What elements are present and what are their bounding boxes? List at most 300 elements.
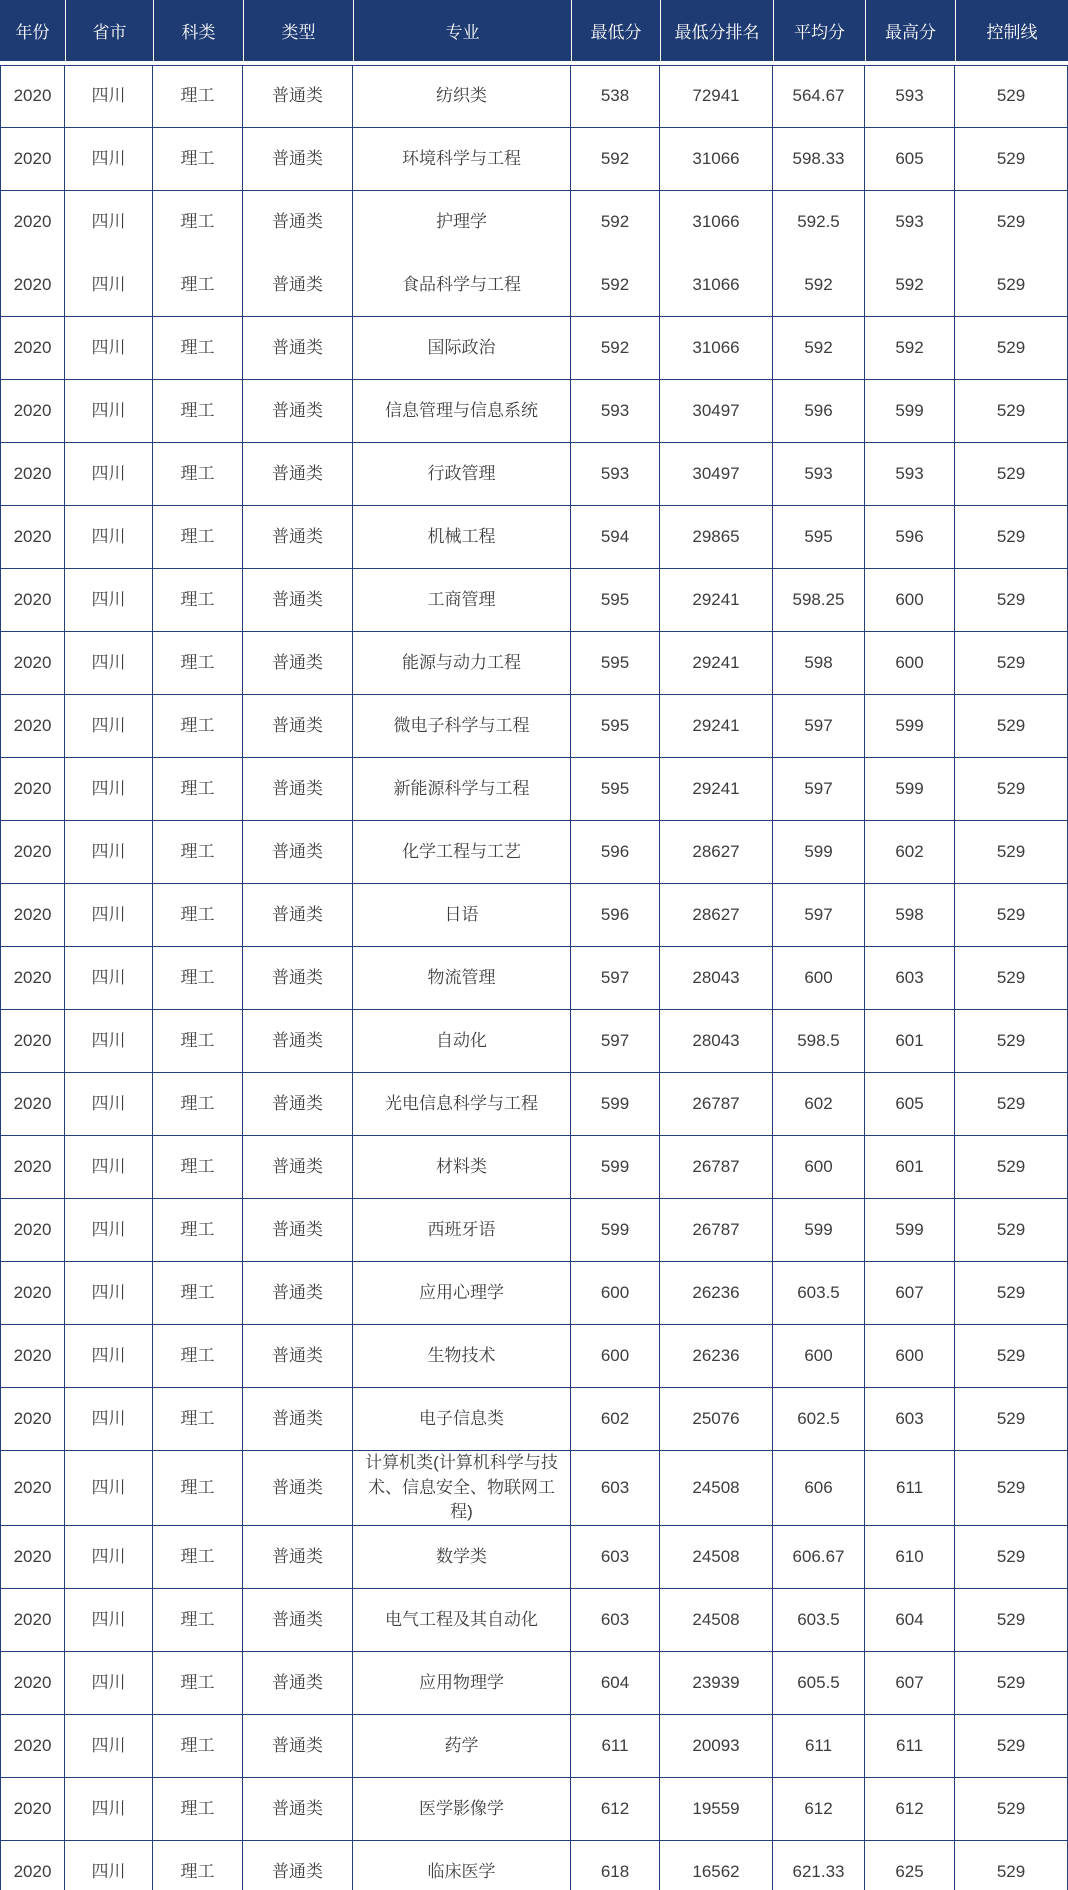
cell-subject: 理工: [153, 1199, 243, 1262]
cell-min-rank: 28043: [660, 1010, 773, 1073]
table-row: [0, 380, 1068, 443]
cell-min-score: 603: [571, 1589, 660, 1652]
cell-min-rank: 16562: [660, 1841, 773, 1890]
table-row: [0, 821, 1068, 884]
cell-max-score: 600: [865, 632, 955, 695]
cell-avg-score: 606: [773, 1451, 865, 1526]
cell-province: 四川: [65, 1715, 153, 1778]
cell-control-line: 529: [955, 1715, 1068, 1778]
cell-min-score: 595: [571, 569, 660, 632]
cell-control-line: 529: [955, 1778, 1068, 1841]
cell-control-line: 529: [955, 884, 1068, 947]
cell-major: 医学影像学: [353, 1778, 571, 1841]
header-row: [0, 0, 1068, 65]
cell-max-score: 607: [865, 1652, 955, 1715]
cell-min-score: 596: [571, 884, 660, 947]
cell-avg-score: 598: [773, 632, 865, 695]
cell-control-line: 529: [955, 380, 1068, 443]
cell-year: 2020: [0, 128, 65, 191]
cell-max-score: 598: [865, 884, 955, 947]
cell-avg-score: 597: [773, 884, 865, 947]
cell-major: 材料类: [353, 1136, 571, 1199]
cell-avg-score: 564.67: [773, 65, 865, 128]
cell-avg-score: 599: [773, 1199, 865, 1262]
cell-year: 2020: [0, 506, 65, 569]
cell-province: 四川: [65, 1010, 153, 1073]
cell-year: 2020: [0, 695, 65, 758]
table-row: [0, 1199, 1068, 1262]
cell-year: 2020: [0, 1388, 65, 1451]
cell-province: 四川: [65, 1526, 153, 1589]
cell-avg-score: 605.5: [773, 1652, 865, 1715]
cell-min-score: 593: [571, 443, 660, 506]
cell-year: 2020: [0, 1262, 65, 1325]
cell-province: 四川: [65, 569, 153, 632]
header-cell-major: 专业: [353, 0, 571, 65]
cell-max-score: 604: [865, 1589, 955, 1652]
cell-min-score: 603: [571, 1451, 660, 1526]
cell-min-rank: 24508: [660, 1589, 773, 1652]
cell-max-score: 601: [865, 1010, 955, 1073]
cell-province: 四川: [65, 1451, 153, 1526]
cell-control-line: 529: [955, 1589, 1068, 1652]
cell-year: 2020: [0, 632, 65, 695]
cell-subject: 理工: [153, 317, 243, 380]
table-row: [0, 1451, 1068, 1526]
header-cell-max-score: 最高分: [865, 0, 955, 65]
header-cell-type: 类型: [243, 0, 353, 65]
cell-control-line: 529: [955, 1199, 1068, 1262]
cell-max-score: 593: [865, 65, 955, 128]
cell-min-score: 599: [571, 1073, 660, 1136]
cell-year: 2020: [0, 884, 65, 947]
cell-subject: 理工: [153, 1526, 243, 1589]
cell-type: 普通类: [243, 65, 353, 128]
cell-min-rank: 31066: [660, 128, 773, 191]
header-cell-year: 年份: [0, 0, 65, 65]
cell-avg-score: 592.5: [773, 191, 865, 254]
cell-subject: 理工: [153, 1451, 243, 1526]
cell-type: 普通类: [243, 317, 353, 380]
cell-avg-score: 603.5: [773, 1262, 865, 1325]
cell-control-line: 529: [955, 1262, 1068, 1325]
cell-type: 普通类: [243, 821, 353, 884]
cell-province: 四川: [65, 695, 153, 758]
cell-control-line: 529: [955, 1526, 1068, 1589]
cell-max-score: 600: [865, 1325, 955, 1388]
cell-max-score: 602: [865, 821, 955, 884]
cell-max-score: 610: [865, 1526, 955, 1589]
cell-max-score: 592: [865, 254, 955, 317]
cell-avg-score: 602: [773, 1073, 865, 1136]
cell-year: 2020: [0, 1136, 65, 1199]
cell-avg-score: 598.33: [773, 128, 865, 191]
cell-province: 四川: [65, 1589, 153, 1652]
cell-control-line: 529: [955, 443, 1068, 506]
cell-type: 普通类: [243, 1451, 353, 1526]
cell-major: 自动化: [353, 1010, 571, 1073]
cell-min-rank: 28043: [660, 947, 773, 1010]
cell-min-rank: 26787: [660, 1136, 773, 1199]
table-row: [0, 317, 1068, 380]
cell-max-score: 605: [865, 1073, 955, 1136]
cell-avg-score: 602.5: [773, 1388, 865, 1451]
header-cell-subject: 科类: [153, 0, 243, 65]
cell-min-rank: 31066: [660, 254, 773, 317]
cell-year: 2020: [0, 1010, 65, 1073]
cell-province: 四川: [65, 191, 153, 254]
cell-subject: 理工: [153, 1715, 243, 1778]
table-row: [0, 884, 1068, 947]
cell-max-score: 612: [865, 1778, 955, 1841]
cell-province: 四川: [65, 1262, 153, 1325]
cell-type: 普通类: [243, 1715, 353, 1778]
cell-year: 2020: [0, 1778, 65, 1841]
cell-min-rank: 26236: [660, 1262, 773, 1325]
cell-subject: 理工: [153, 821, 243, 884]
cell-max-score: 592: [865, 317, 955, 380]
cell-major: 电子信息类: [353, 1388, 571, 1451]
cell-min-rank: 23939: [660, 1652, 773, 1715]
cell-max-score: 593: [865, 443, 955, 506]
cell-min-rank: 26236: [660, 1325, 773, 1388]
cell-min-score: 618: [571, 1841, 660, 1890]
table-row: [0, 128, 1068, 191]
cell-major: 日语: [353, 884, 571, 947]
cell-type: 普通类: [243, 1652, 353, 1715]
cell-type: 普通类: [243, 758, 353, 821]
cell-control-line: 529: [955, 821, 1068, 884]
table-row: [0, 632, 1068, 695]
cell-major: 食品科学与工程: [353, 254, 571, 317]
cell-max-score: 599: [865, 758, 955, 821]
cell-avg-score: 598.5: [773, 1010, 865, 1073]
cell-min-rank: 28627: [660, 821, 773, 884]
cell-province: 四川: [65, 1325, 153, 1388]
cell-control-line: 529: [955, 1451, 1068, 1526]
cell-major: 生物技术: [353, 1325, 571, 1388]
cell-control-line: 529: [955, 191, 1068, 254]
table-row: [0, 947, 1068, 1010]
cell-type: 普通类: [243, 1010, 353, 1073]
table-body: [0, 65, 1068, 1890]
cell-min-rank: 29241: [660, 569, 773, 632]
cell-control-line: 529: [955, 254, 1068, 317]
cell-type: 普通类: [243, 1778, 353, 1841]
cell-year: 2020: [0, 443, 65, 506]
header-cell-min-score: 最低分: [571, 0, 660, 65]
cell-avg-score: 606.67: [773, 1526, 865, 1589]
cell-min-rank: 24508: [660, 1526, 773, 1589]
cell-type: 普通类: [243, 884, 353, 947]
cell-min-rank: 31066: [660, 191, 773, 254]
cell-year: 2020: [0, 1451, 65, 1526]
cell-year: 2020: [0, 380, 65, 443]
cell-control-line: 529: [955, 1073, 1068, 1136]
cell-province: 四川: [65, 821, 153, 884]
cell-subject: 理工: [153, 1388, 243, 1451]
cell-type: 普通类: [243, 1199, 353, 1262]
cell-subject: 理工: [153, 128, 243, 191]
cell-min-score: 538: [571, 65, 660, 128]
cell-min-rank: 30497: [660, 443, 773, 506]
cell-subject: 理工: [153, 884, 243, 947]
cell-max-score: 599: [865, 695, 955, 758]
cell-min-rank: 30497: [660, 380, 773, 443]
cell-province: 四川: [65, 758, 153, 821]
cell-major: 信息管理与信息系统: [353, 380, 571, 443]
cell-min-rank: 24508: [660, 1451, 773, 1526]
cell-year: 2020: [0, 1652, 65, 1715]
cell-control-line: 529: [955, 506, 1068, 569]
cell-year: 2020: [0, 191, 65, 254]
cell-max-score: 611: [865, 1451, 955, 1526]
cell-type: 普通类: [243, 506, 353, 569]
cell-year: 2020: [0, 569, 65, 632]
cell-min-rank: 20093: [660, 1715, 773, 1778]
cell-province: 四川: [65, 632, 153, 695]
cell-type: 普通类: [243, 1526, 353, 1589]
cell-province: 四川: [65, 317, 153, 380]
cell-province: 四川: [65, 947, 153, 1010]
cell-min-score: 612: [571, 1778, 660, 1841]
cell-province: 四川: [65, 443, 153, 506]
cell-min-score: 595: [571, 758, 660, 821]
cell-major: 物流管理: [353, 947, 571, 1010]
cell-max-score: 607: [865, 1262, 955, 1325]
cell-type: 普通类: [243, 380, 353, 443]
cell-type: 普通类: [243, 1073, 353, 1136]
cell-min-rank: 26787: [660, 1073, 773, 1136]
table-row: [0, 1010, 1068, 1073]
cell-control-line: 529: [955, 569, 1068, 632]
cell-subject: 理工: [153, 569, 243, 632]
cell-min-rank: 72941: [660, 65, 773, 128]
cell-max-score: 603: [865, 947, 955, 1010]
cell-control-line: 529: [955, 1010, 1068, 1073]
cell-subject: 理工: [153, 1010, 243, 1073]
cell-type: 普通类: [243, 1325, 353, 1388]
cell-major: 临床医学: [353, 1841, 571, 1890]
cell-year: 2020: [0, 758, 65, 821]
cell-type: 普通类: [243, 1841, 353, 1890]
cell-min-score: 592: [571, 128, 660, 191]
cell-subject: 理工: [153, 65, 243, 128]
cell-avg-score: 595: [773, 506, 865, 569]
table-row: [0, 1073, 1068, 1136]
cell-province: 四川: [65, 65, 153, 128]
cell-avg-score: 596: [773, 380, 865, 443]
cell-max-score: 593: [865, 191, 955, 254]
cell-major: 环境科学与工程: [353, 128, 571, 191]
header-cell-avg-score: 平均分: [773, 0, 865, 65]
cell-min-score: 597: [571, 1010, 660, 1073]
cell-max-score: 601: [865, 1136, 955, 1199]
cell-max-score: 599: [865, 1199, 955, 1262]
cell-min-score: 592: [571, 191, 660, 254]
table-row: [0, 1136, 1068, 1199]
cell-year: 2020: [0, 65, 65, 128]
cell-control-line: 529: [955, 1388, 1068, 1451]
cell-province: 四川: [65, 128, 153, 191]
cell-province: 四川: [65, 1778, 153, 1841]
cell-province: 四川: [65, 1199, 153, 1262]
cell-province: 四川: [65, 1073, 153, 1136]
cell-year: 2020: [0, 1841, 65, 1890]
cell-min-rank: 26787: [660, 1199, 773, 1262]
table-row: [0, 569, 1068, 632]
cell-min-score: 595: [571, 695, 660, 758]
cell-year: 2020: [0, 1325, 65, 1388]
cell-type: 普通类: [243, 191, 353, 254]
cell-min-score: 593: [571, 380, 660, 443]
cell-max-score: 603: [865, 1388, 955, 1451]
cell-min-rank: 29241: [660, 632, 773, 695]
cell-min-score: 592: [571, 317, 660, 380]
cell-province: 四川: [65, 1841, 153, 1890]
cell-max-score: 611: [865, 1715, 955, 1778]
cell-min-score: 604: [571, 1652, 660, 1715]
cell-major: 机械工程: [353, 506, 571, 569]
cell-major: 光电信息科学与工程: [353, 1073, 571, 1136]
cell-control-line: 529: [955, 632, 1068, 695]
cell-subject: 理工: [153, 695, 243, 758]
table-row: [0, 1262, 1068, 1325]
cell-control-line: 529: [955, 758, 1068, 821]
cell-avg-score: 611: [773, 1715, 865, 1778]
header-cell-min-rank: 最低分排名: [660, 0, 773, 65]
cell-avg-score: 592: [773, 317, 865, 380]
cell-min-rank: 29241: [660, 758, 773, 821]
cell-min-score: 597: [571, 947, 660, 1010]
cell-control-line: 529: [955, 65, 1068, 128]
cell-major: 新能源科学与工程: [353, 758, 571, 821]
cell-major: 电气工程及其自动化: [353, 1589, 571, 1652]
cell-year: 2020: [0, 947, 65, 1010]
cell-subject: 理工: [153, 380, 243, 443]
cell-min-rank: 31066: [660, 317, 773, 380]
cell-subject: 理工: [153, 1325, 243, 1388]
cell-min-score: 600: [571, 1262, 660, 1325]
cell-major: 工商管理: [353, 569, 571, 632]
cell-major: 微电子科学与工程: [353, 695, 571, 758]
cell-major: 纺织类: [353, 65, 571, 128]
cell-year: 2020: [0, 254, 65, 317]
cell-type: 普通类: [243, 443, 353, 506]
cell-max-score: 600: [865, 569, 955, 632]
cell-province: 四川: [65, 1388, 153, 1451]
cell-subject: 理工: [153, 1136, 243, 1199]
cell-avg-score: 597: [773, 758, 865, 821]
cell-max-score: 605: [865, 128, 955, 191]
cell-major: 计算机类(计算机科学与技术、信息安全、物联网工程): [353, 1451, 571, 1526]
cell-min-rank: 28627: [660, 884, 773, 947]
cell-major: 行政管理: [353, 443, 571, 506]
cell-major: 化学工程与工艺: [353, 821, 571, 884]
cell-province: 四川: [65, 1136, 153, 1199]
table-row: [0, 695, 1068, 758]
cell-major: 西班牙语: [353, 1199, 571, 1262]
cell-subject: 理工: [153, 1589, 243, 1652]
cell-year: 2020: [0, 821, 65, 884]
cell-province: 四川: [65, 254, 153, 317]
cell-max-score: 599: [865, 380, 955, 443]
cell-avg-score: 600: [773, 1325, 865, 1388]
cell-avg-score: 598.25: [773, 569, 865, 632]
cell-avg-score: 597: [773, 695, 865, 758]
cell-major: 应用物理学: [353, 1652, 571, 1715]
cell-min-score: 596: [571, 821, 660, 884]
cell-max-score: 596: [865, 506, 955, 569]
cell-min-rank: 19559: [660, 1778, 773, 1841]
cell-control-line: 529: [955, 317, 1068, 380]
cell-major: 数学类: [353, 1526, 571, 1589]
cell-type: 普通类: [243, 128, 353, 191]
table-row: [0, 1325, 1068, 1388]
table-row: [0, 191, 1068, 254]
cell-subject: 理工: [153, 191, 243, 254]
cell-province: 四川: [65, 506, 153, 569]
cell-control-line: 529: [955, 947, 1068, 1010]
cell-province: 四川: [65, 884, 153, 947]
cell-avg-score: 612: [773, 1778, 865, 1841]
cell-min-score: 599: [571, 1136, 660, 1199]
cell-year: 2020: [0, 1526, 65, 1589]
cell-province: 四川: [65, 380, 153, 443]
table-header: [0, 0, 1068, 65]
cell-subject: 理工: [153, 443, 243, 506]
cell-control-line: 529: [955, 1841, 1068, 1890]
cell-subject: 理工: [153, 1841, 243, 1890]
cell-major: 能源与动力工程: [353, 632, 571, 695]
cell-control-line: 529: [955, 128, 1068, 191]
table-row: [0, 1841, 1068, 1890]
cell-avg-score: 621.33: [773, 1841, 865, 1890]
cell-min-score: 595: [571, 632, 660, 695]
cell-min-score: 594: [571, 506, 660, 569]
cell-control-line: 529: [955, 1136, 1068, 1199]
cell-min-score: 599: [571, 1199, 660, 1262]
table-row: [0, 1388, 1068, 1451]
cell-subject: 理工: [153, 1652, 243, 1715]
cell-major: 应用心理学: [353, 1262, 571, 1325]
cell-subject: 理工: [153, 632, 243, 695]
table-row: [0, 65, 1068, 128]
table-row: [0, 443, 1068, 506]
header-cell-control-line: 控制线: [955, 0, 1068, 65]
cell-year: 2020: [0, 1589, 65, 1652]
cell-type: 普通类: [243, 695, 353, 758]
cell-avg-score: 592: [773, 254, 865, 317]
cell-type: 普通类: [243, 632, 353, 695]
cell-min-score: 592: [571, 254, 660, 317]
cell-type: 普通类: [243, 947, 353, 1010]
cell-major: 护理学: [353, 191, 571, 254]
cell-subject: 理工: [153, 1262, 243, 1325]
cell-control-line: 529: [955, 1652, 1068, 1715]
cell-subject: 理工: [153, 947, 243, 1010]
cell-year: 2020: [0, 1715, 65, 1778]
table-row: [0, 1778, 1068, 1841]
cell-subject: 理工: [153, 1073, 243, 1136]
table-row: [0, 1652, 1068, 1715]
cell-year: 2020: [0, 1073, 65, 1136]
cell-type: 普通类: [243, 254, 353, 317]
cell-type: 普通类: [243, 1388, 353, 1451]
cell-min-rank: 29241: [660, 695, 773, 758]
table-row: [0, 1526, 1068, 1589]
cell-control-line: 529: [955, 695, 1068, 758]
